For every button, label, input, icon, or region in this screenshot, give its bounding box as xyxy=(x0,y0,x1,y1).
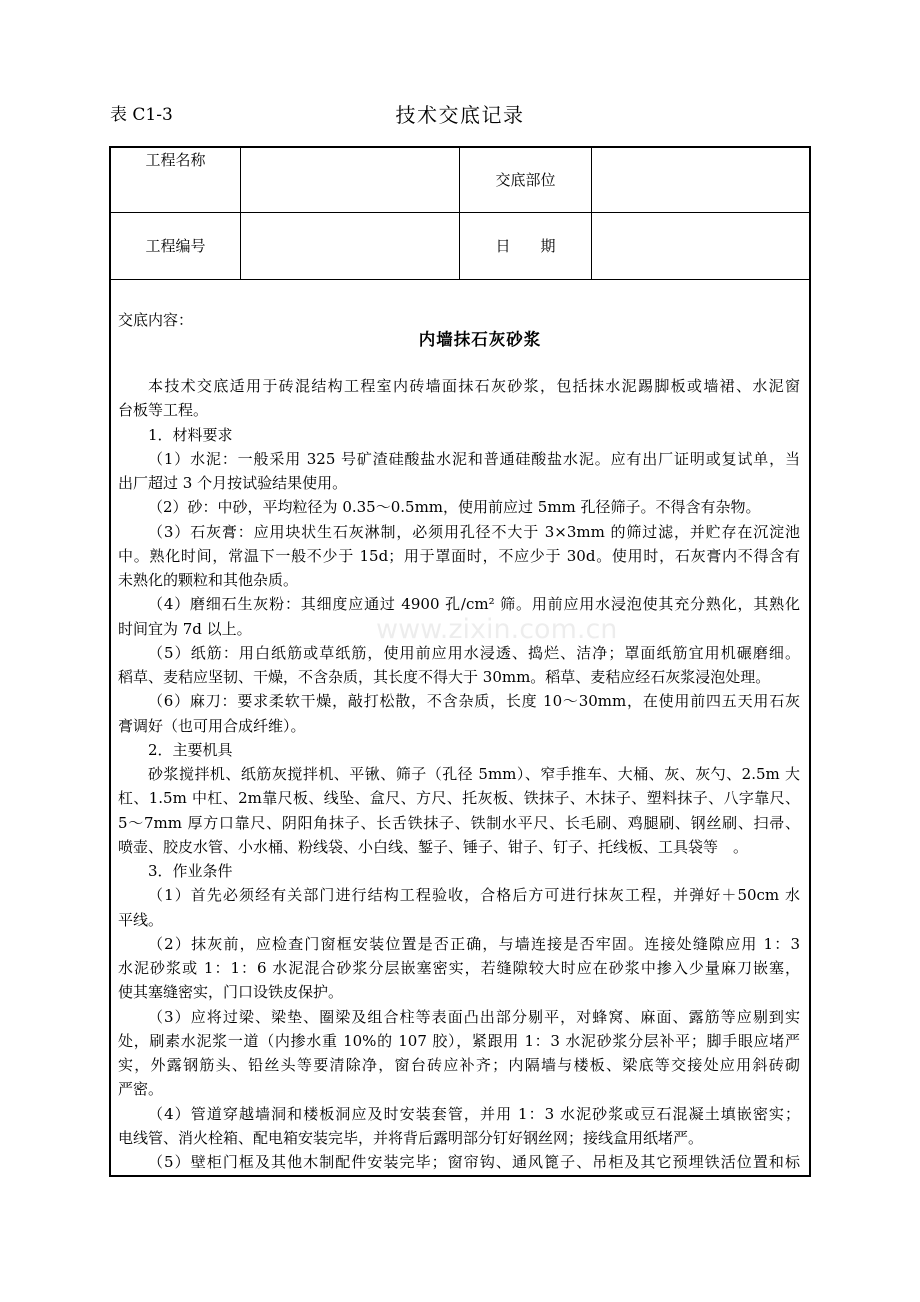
content-paragraph xyxy=(118,592,800,641)
content-paragraph xyxy=(118,932,800,1005)
paragraph-line: 杠、1.5m 中杠、2m靠尺板、线坠、盒尺、方尺、托灰板、铁抹子、木抹子、塑料抹子、八字靠尺、 xyxy=(118,789,800,808)
paragraph-line: （4）磨细石生灰粉：其细度应通过 4900 孔/cm² 筛。用前应用水浸泡使其充分熟化，其熟化 xyxy=(148,595,800,614)
paragraph-line: （5）纸筋：用白纸筋或草纸筋，使用前应用水浸透、捣烂、洁净；罩面纸筋宜用机碾磨细。 xyxy=(148,643,800,662)
form-code: 表 C1-3 xyxy=(110,105,173,125)
paragraph-line: （5）壁柜门框及其他木制配件安装完毕；窗帘钩、通风篦子、吊柜及其它预埋铁活位置和标 xyxy=(148,1153,800,1171)
location-value-cell xyxy=(592,148,809,213)
content-paragraph xyxy=(118,762,800,859)
content-paragraph xyxy=(118,520,800,593)
content-paragraph xyxy=(118,374,800,423)
content-paragraph xyxy=(118,495,800,519)
paragraph-line: 出厂超过 3 个月按试验结果使用。 xyxy=(118,474,348,492)
paragraph-line: 砂浆搅拌机、纸筋灰搅拌机、平锹、筛子（孔径 5mm）、窄手推车、大桶、灰、灰勺、2.5m 大 xyxy=(148,765,800,783)
paragraph-line: （1）水泥：一般采用 325 号矿渣硅酸盐水泥和普通硅酸盐水泥。应有出厂证明或复试单，当 xyxy=(148,449,800,468)
paragraph-line: 5～7mm 厚方口靠尺、阴阳角抹子、长舌铁抹子、铁制水平尺、长毛刷、鸡腿刷、钢丝刷、扫帚、 xyxy=(118,813,800,832)
content-body xyxy=(118,374,800,1174)
content-paragraph xyxy=(118,447,800,496)
paragraph-line: 实，外露钢筋头、铅丝头等要清除净，窗台砖应补齐；内隔墙与楼板、梁底等交接处应用斜砖砌 xyxy=(118,1056,800,1074)
paragraph-line: 台板等工程。 xyxy=(118,401,209,420)
date-value-cell xyxy=(592,213,809,280)
paragraph-line: 电线管、消火栓箱、配电箱安装完毕，并将背后露明部分钉好钢丝网；接线盒用纸堵严。 xyxy=(118,1128,704,1147)
paragraph-line: 时间宜为 7d 以上。 xyxy=(118,619,252,638)
content-label: 交底内容： xyxy=(118,311,194,329)
paragraph-line: 喷壶、胶皮水管、小水桶、粉线袋、小白线、錾子、锤子、钳子、钉子、托线板、工具袋等 。 xyxy=(118,837,749,856)
paragraph-line: （3）石灰膏：应用块状生石灰淋制，必须用孔径不大于 3×3mm 的筛过滤，并贮存在沉淀池 xyxy=(148,522,800,541)
content-paragraph xyxy=(118,738,800,762)
paragraph-line: 水泥砂浆或 1：1：6 水泥混合砂浆分层嵌塞密实，若缝隙较大时应在砂浆中掺入少量麻刀嵌塞， xyxy=(118,959,800,977)
content-paragraph xyxy=(118,883,800,932)
content-paragraph xyxy=(118,423,800,447)
content-paragraph xyxy=(118,1150,800,1174)
project-number-label: 工程编号 xyxy=(111,213,241,280)
content-paragraph xyxy=(118,859,800,883)
content-title: 内墙抹石灰砂浆 xyxy=(418,330,542,349)
paragraph-line: 稻草、麦秸应坚韧、干燥，不含杂质，其长度不得大于 30mm。稻草、麦秸应经石灰浆浸泡处理。 xyxy=(118,668,771,686)
paragraph-line: 1．材料要求 xyxy=(148,425,233,444)
content-paragraph xyxy=(118,689,800,738)
site-watermark: www.zixin.com.cn xyxy=(376,614,618,645)
paragraph-line: （2）抹灰前，应检查门窗框安装位置是否正确，与墙连接是否牢固。连接处缝隙应用 1：3 xyxy=(148,934,800,953)
paragraph-line: 平线。 xyxy=(118,910,164,929)
paragraph-line: （3）应将过梁、梁垫、圈梁及组合柱等表面凸出部分剔平，对蜂窝、麻面、露筋等应剔到实 xyxy=(148,1007,800,1026)
location-label: 交底部位 xyxy=(460,148,592,213)
content-paragraph xyxy=(118,1102,800,1151)
paragraph-line: 3．作业条件 xyxy=(148,862,233,880)
paragraph-line: 使其塞缝密实，门口设铁皮保护。 xyxy=(118,983,344,1002)
project-name-value-cell xyxy=(241,148,460,213)
paragraph-line: （1）首先必须经有关部门进行结构工程验收，合格后方可进行抹灰工程，并弹好＋50cm 水 xyxy=(148,886,800,905)
document-title: 技术交底记录 xyxy=(395,103,525,127)
paragraph-line: 严密。 xyxy=(118,1080,164,1099)
paragraph-line: 中。熟化时间，常温下一般不少于 15d；用于罩面时，不应少于 30d。使用时，石灰膏内不得含有 xyxy=(118,546,800,565)
paragraph-line: 处，刷素水泥浆一道（内掺水重 10%的 107 胶），紧跟用 1：3 水泥砂浆分层补平；脚手眼应堵严 xyxy=(118,1031,800,1050)
paragraph-line: 未熟化的颗粒和其他杂质。 xyxy=(118,571,299,589)
content-paragraph xyxy=(118,641,800,690)
paragraph-line: 2．主要机具 xyxy=(148,740,233,759)
paragraph-line: 膏调好（也可用合成纤维）。 xyxy=(118,716,306,735)
paragraph-line: 本技术交底适用于砖混结构工程室内砖墙面抹石灰砂浆，包括抹水泥踢脚板或墙裙、水泥窗 xyxy=(148,377,800,395)
paragraph-line: （4）管道穿越墙洞和楼板洞应及时安装套管，并用 1：3 水泥砂浆或豆石混凝土填嵌密实； xyxy=(148,1104,800,1123)
paragraph-line: （6）麻刀：要求柔软干燥，敲打松散，不含杂质，长度 10～30mm，在使用前四五天用石灰 xyxy=(148,692,800,711)
paragraph-line: （2）砂：中砂，平均粒径为 0.35～0.5mm，使用前应过 5mm 孔径筛子。不得含有杂物。 xyxy=(148,498,761,517)
project-name-label: 工程名称 xyxy=(111,148,241,213)
project-number-value-cell xyxy=(241,213,460,280)
date-label: 日 期 xyxy=(460,213,592,280)
content-paragraph xyxy=(118,1005,800,1102)
